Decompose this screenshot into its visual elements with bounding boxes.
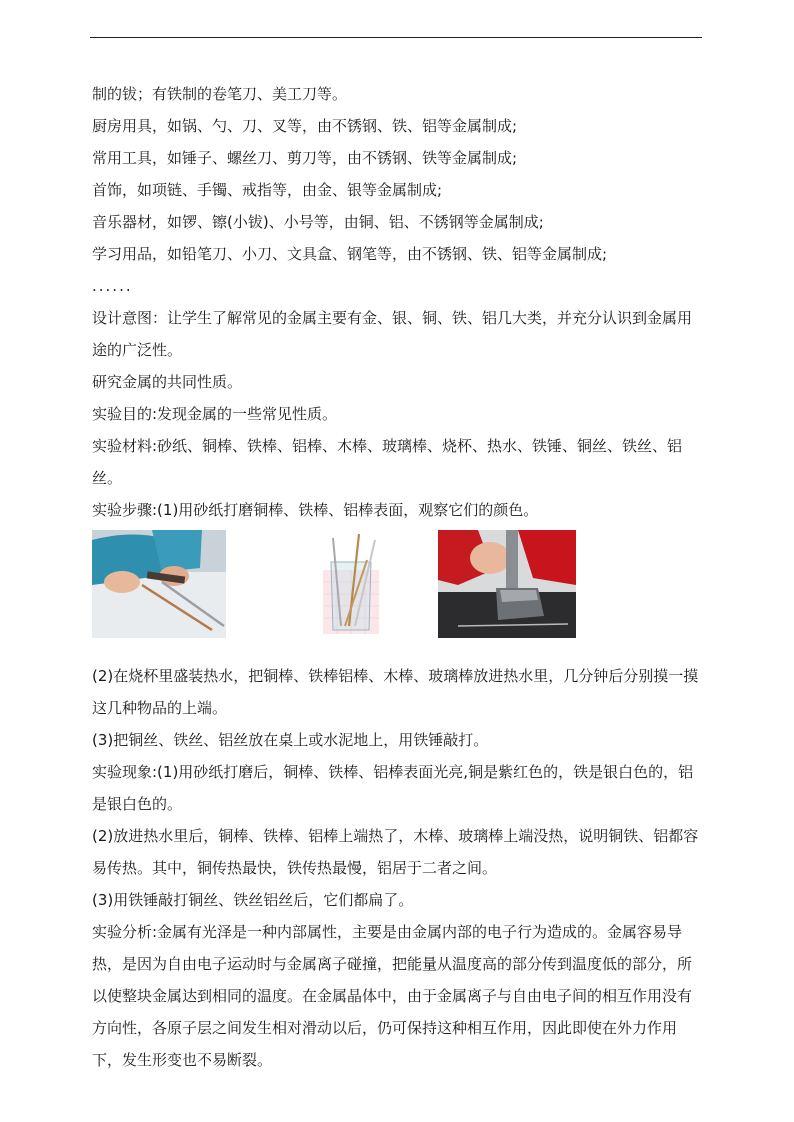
document-body	[92, 78, 704, 1076]
paragraph: 常用工具，如锤子、螺丝刀、剪刀等，由不锈钢、铁等金属制成;	[92, 149, 518, 167]
ellipsis-line: ......	[92, 277, 133, 295]
paragraph: (3)把铜丝、铁丝、铝丝放在桌上或水泥地上，用铁锤敲打。	[92, 731, 489, 749]
header-rule	[90, 37, 702, 38]
photo-row	[92, 530, 704, 654]
paragraph: (2)在烧杯里盛装热水，把铜棒、铁棒铝棒、木棒、玻璃棒放进热水里，几分钟后分别摸一摸这几种物品的上端。	[92, 667, 699, 717]
paragraph-design-intent: 设计意图：让学生了解常见的金属主要有金、银、铜、铁、铝几大类，并充分认识到金属用途的广泛性。	[92, 309, 693, 359]
paragraph-analysis: 实验分析:金属有光泽是一种内部属性，主要是由金属内部的电子行为造成的。金属容易导热，是因为自由电子运动时与金属离子碰撞，把能量从温度高的部分传到温度低的部分，所以使整块金属达到相同的温度。在金属晶体中，由于金属离子与自由电子间的相互作用没有方向性，各原子层之间发生相对滑动以后，仍可保持这种相互作用，因此即使在外力作用下，发生形变也不易断裂。	[92, 923, 693, 1069]
paragraph: 音乐器材，如锣、镲(小钹)、小号等，由铜、铝、不锈钢等金属制成;	[92, 213, 544, 231]
paragraph-steps: 实验步骤:(1)用砂纸打磨铜棒、铁棒、铝棒表面，观察它们的颜色。	[92, 501, 539, 519]
paragraph: 学习用品，如铅笔刀、小刀、文具盒、钢笔等，由不锈钢、铁、铝等金属制成;	[92, 245, 608, 263]
paragraph-materials: 实验材料:砂纸、铜棒、铁棒、铝棒、木棒、玻璃棒、烧杯、热水、铁锤、铜丝、铁丝、铝丝。	[92, 437, 683, 487]
paragraph-purpose: 实验目的:发现金属的一些常见性质。	[92, 405, 338, 423]
paragraph: 制的钹；有铁制的卷笔刀、美工刀等。	[92, 85, 348, 103]
hammer-photo	[438, 530, 576, 638]
sanding-rods-photo	[92, 530, 226, 638]
beaker-rods-photo	[319, 530, 383, 638]
paragraph: 研究金属的共同性质。	[92, 373, 243, 391]
paragraph: (2)放进热水里后，铜棒、铁棒、铝棒上端热了，木棒、玻璃棒上端没热，说明铜铁、铝都容易传热。其中，铜传热最快，铁传热最慢，铝居于二者之间。	[92, 827, 699, 877]
paragraph: 首饰，如项链、手镯、戒指等，由金、银等金属制成;	[92, 181, 443, 199]
paragraph: 厨房用具，如锅、勺、刀、叉等，由不锈钢、铁、铝等金属制成;	[92, 117, 518, 135]
paragraph: (3)用铁锤敲打铜丝、铁丝铝丝后，它们都扁了。	[92, 891, 414, 909]
paragraph-phenomenon: 实验现象:(1)用砂纸打磨后，铜棒、铁棒、铝棒表面光亮,铜是紫红色的，铁是银白色的，铝是银白色的。	[92, 763, 694, 813]
